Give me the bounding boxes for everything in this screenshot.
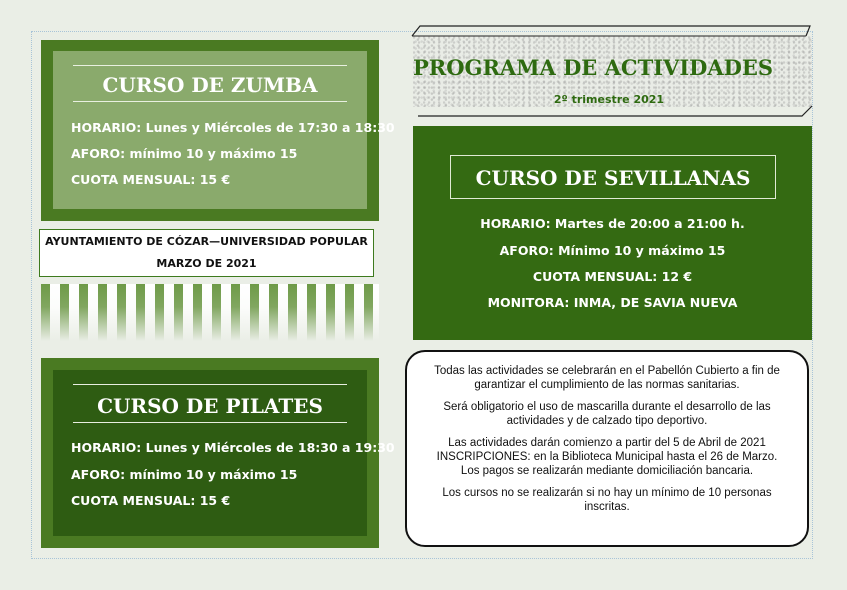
notice-paragraph-2: Será obligatorio el uso de mascarilla durante el desarrollo de las actividades y de calzado tipo deportivo.: [443, 401, 771, 427]
zumba-aforo: AFORO: mínimo 10 y máximo 15: [71, 146, 298, 161]
organizer-line-1: AYUNTAMIENTO DE CÓZAR—UNIVERSIDAD POPULAR: [45, 235, 368, 248]
sevillanas-cuota: CUOTA MENSUAL: 12 €: [532, 269, 693, 284]
pilates-title: CURSO DE PILATES: [97, 394, 323, 418]
pilates-title-rule-bottom: [73, 422, 347, 423]
stripe-decoration: [41, 284, 379, 341]
sevillanas-title: CURSO DE SEVILLANAS: [475, 166, 751, 190]
page-subtitle: 2º trimestre 2021: [553, 93, 665, 106]
zumba-card-inner: [53, 51, 395, 209]
zumba-title-rule-top: [73, 65, 347, 66]
sevillanas-horario: HORARIO: Martes de 20:00 a 21:00 h.: [480, 216, 745, 231]
pilates-title-rule-top: [73, 384, 347, 385]
pilates-card-inner: [53, 370, 395, 536]
notice-paragraph-3: [425, 436, 789, 478]
organizer-line-2: MARZO DE 2021: [156, 257, 257, 270]
notice-start-date: Las actividades darán comienzo a partir del 5 de Abril de 2021: [448, 437, 766, 449]
notice-paragraph-4: Los cursos no se realizarán si no hay un mínimo de 10 personas inscritas.: [442, 487, 772, 513]
notice-box: [405, 350, 809, 547]
zumba-cuota: CUOTA MENSUAL: 15 €: [71, 172, 231, 187]
sevillanas-monitora: MONITORA: INMA, DE SAVIA NUEVA: [487, 295, 738, 310]
notice-payments: Los pagos se realizarán mediante domiciliación bancaria.: [460, 465, 754, 477]
sevillanas-card: [413, 126, 812, 340]
zumba-horario: HORARIO: Lunes y Miércoles de 17:30 a 18:30: [71, 120, 395, 135]
zumba-card: [41, 40, 395, 221]
notice-paragraph-1: Todas las actividades se celebrarán en el Pabellón Cubierto a fin de garantizar el cumplimiento de las normas sanitarias.: [434, 365, 780, 391]
pilates-card: [41, 358, 395, 548]
sevillanas-aforo: AFORO: Mínimo 10 y máximo 15: [499, 243, 726, 258]
banner-corner-lines: [410, 24, 814, 120]
organizer-box: [39, 229, 374, 277]
pilates-aforo: AFORO: mínimo 10 y máximo 15: [71, 467, 298, 482]
zumba-title: CURSO DE ZUMBA: [102, 73, 318, 97]
pilates-cuota: CUOTA MENSUAL: 15 €: [71, 493, 231, 508]
sevillanas-title-box: [450, 155, 776, 199]
banner-top-line: [412, 26, 810, 36]
page-title: PROGRAMA DE ACTIVIDADES: [413, 55, 774, 80]
banner-bottom-line: [418, 106, 812, 116]
notice-inscripciones: INSCRIPCIONES: en la Biblioteca Municipal hasta el 26 de Marzo.: [436, 451, 778, 463]
zumba-title-rule-bottom: [73, 101, 347, 102]
pilates-horario: HORARIO: Lunes y Miércoles de 18:30 a 19:30: [71, 440, 395, 455]
